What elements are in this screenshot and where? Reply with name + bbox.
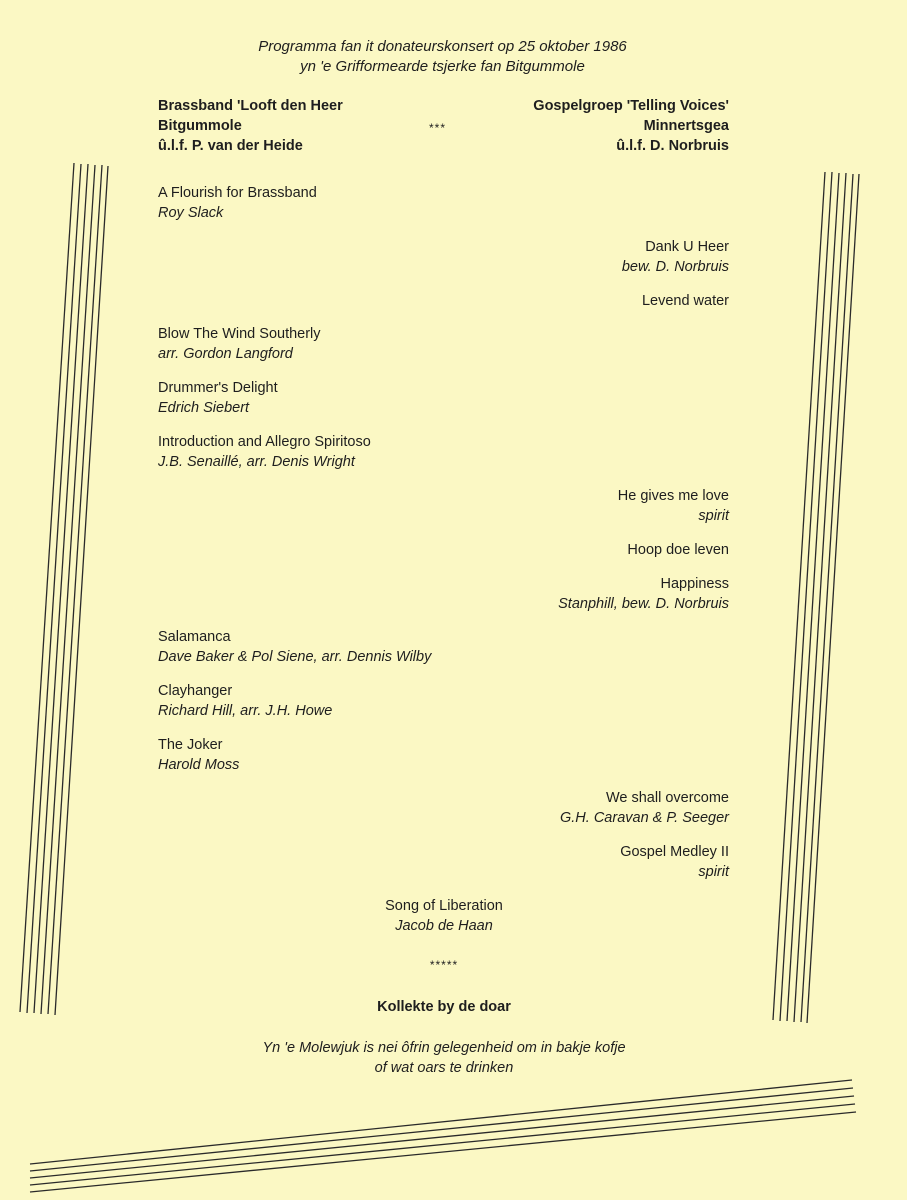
programme-venue: yn 'e Grifformearde tsjerke fan Bitgummole <box>300 58 585 75</box>
item-title: We shall overcome <box>605 790 729 806</box>
item-title: Introduction and Allegro Spiritoso <box>158 434 371 450</box>
left-group-place: Bitgummole <box>158 118 242 134</box>
item-composer: arr. Gordon Langford <box>158 346 293 362</box>
footer-note-line2: of wat oars te drinken <box>374 1060 514 1076</box>
bottom-staff-icon <box>30 1080 856 1192</box>
right-group-name: Gospelgroep 'Telling Voices' <box>533 98 729 114</box>
item-composer: Edrich Siebert <box>158 400 250 416</box>
right-group-place: Minnertsgea <box>643 118 729 134</box>
item-title: Happiness <box>660 576 729 592</box>
item-composer: J.B. Senaillé, arr. Denis Wright <box>158 454 355 470</box>
item-title: Drummer's Delight <box>158 380 278 396</box>
item-composer: Roy Slack <box>158 205 224 221</box>
item-title: Salamanca <box>158 629 231 645</box>
item-composer: spirit <box>698 864 729 880</box>
item-title: Clayhanger <box>158 683 233 699</box>
footer-note-line1: Yn 'e Molewjuk is nei ôfrin gelegenheid om in bakje kofje <box>262 1040 626 1056</box>
left-group-name: Brassband 'Looft den Heer <box>158 98 343 114</box>
left-group-conductor: û.l.f. P. van der Heide <box>158 138 303 154</box>
item-composer: G.H. Caravan & P. Seeger <box>560 810 729 826</box>
item-title: A Flourish for Brassband <box>158 185 317 201</box>
left-staff-icon <box>20 163 108 1015</box>
item-title: Levend water <box>641 293 729 309</box>
item-title: Gospel Medley II <box>620 844 729 860</box>
separator-stars: *** <box>429 121 447 135</box>
item-title: The Joker <box>158 737 223 753</box>
item-composer: bew. D. Norbruis <box>621 259 729 275</box>
item-title: He gives me love <box>617 488 729 504</box>
item-title: Song of Liberation <box>385 898 503 914</box>
collection-notice: Kollekte by de doar <box>377 999 511 1015</box>
item-composer: Richard Hill, arr. J.H. Howe <box>158 703 333 719</box>
item-title: Hoop doe leven <box>627 542 729 558</box>
item-composer: Dave Baker & Pol Siene, arr. Dennis Wilby <box>158 649 432 665</box>
item-composer: Jacob de Haan <box>395 918 493 934</box>
programme-title: Programma fan it donateurskonsert op 25 oktober 1986 <box>258 38 627 55</box>
item-composer: Harold Moss <box>158 757 240 773</box>
item-title: Blow The Wind Southerly <box>158 326 321 342</box>
item-title: Dank U Heer <box>645 239 729 255</box>
right-group-conductor: û.l.f. D. Norbruis <box>616 138 729 154</box>
item-composer: Stanphill, bew. D. Norbruis <box>558 596 729 612</box>
end-stars: ***** <box>429 958 459 972</box>
item-composer: spirit <box>698 508 729 524</box>
right-staff-icon <box>773 172 859 1023</box>
